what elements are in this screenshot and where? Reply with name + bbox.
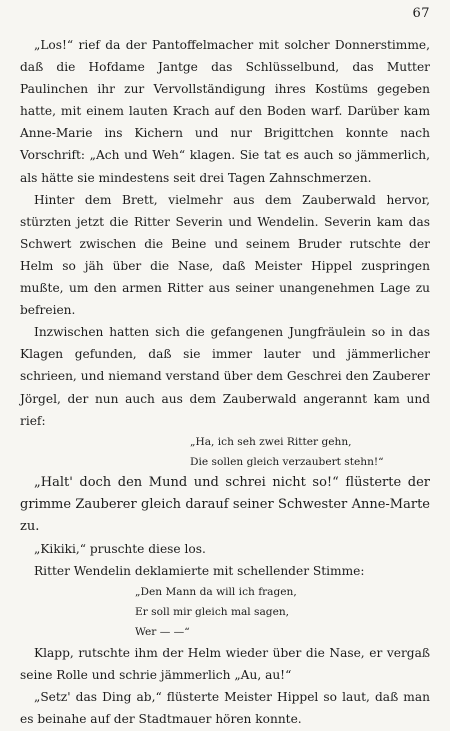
verse-line: Er soll mir gleich mal sagen, [135,606,290,619]
paragraph-8: „Setz' das Ding ab,“ flüsterte Meister Hippel so laut, daß man es beinahe auf der Stadtmauer hören konnte. [20,690,430,727]
paragraph-2: Hinter dem Brett, vielmehr aus dem Zauberwald hervor, stürzten jetzt die Ritter Severin und Wendelin. Severin kam das Schwert zwischen die Beine und seinem Bruder rutschte der Helm so jäh über die Nase, daß Meister Hippel zuspringen mußte, um den armen Ritter aus seiner unangenehmen Lage zu befreien. [20,192,430,318]
paragraph-7: Klapp, rutschte ihm der Helm wieder über die Nase, er vergaß seine Rolle und schrie jämmerlich „Au, au!“ [20,646,430,683]
verse-wendelin [20,582,430,642]
verse-line: „Ha, ich seh zwei Ritter gehn, [190,435,352,448]
verse-line: „Den Mann da will ich fragen, [135,586,297,599]
paragraph-1: „Los!“ rief da der Pantoffelmacher mit solcher Donnerstimme, daß die Hofdame Jantge das Schlüsselbund, das Mutter Paulinchen ihr zur Vervollständigung ihres Kostüms gegeben hatte, mit einem lauten Krach auf den Boden warf. Darüber kam Anne-Marie ins Kichern und nur Brigittchen konnte nach Vorschrift: „Ach und Weh“ klagen. Sie tat es auch so jämmerlich, als hätte sie mindestens seit drei Tagen Zahnschmerzen. [20,38,430,185]
page-number: 67 [412,6,430,21]
paragraph-6: Ritter Wendelin deklamierte mit schellender Stimme: [34,564,365,579]
body-text [20,34,430,731]
paragraph-4: „Halt' doch den Mund und schrei nicht so!“ flüsterte der grimme Zauberer gleich darauf seiner Schwester Anne-Marte zu. [20,474,430,534]
verse-jorgel [20,432,430,472]
paragraph-3: Inzwischen hatten sich die gefangenen Jungfräulein so in das Klagen gefunden, daß sie immer lauter und jämmerlicher schrieen, und niemand verstand über dem Geschrei den Zauberer Jörgel, der nun auch aus dem Zauberwald angerannt kam und rief: [20,325,430,428]
paragraph-5: „Kikiki,“ pruschte diese los. [34,541,206,556]
verse-line: Die sollen gleich verzaubert stehn!“ [190,455,384,468]
verse-line: Wer — —“ [135,626,190,639]
